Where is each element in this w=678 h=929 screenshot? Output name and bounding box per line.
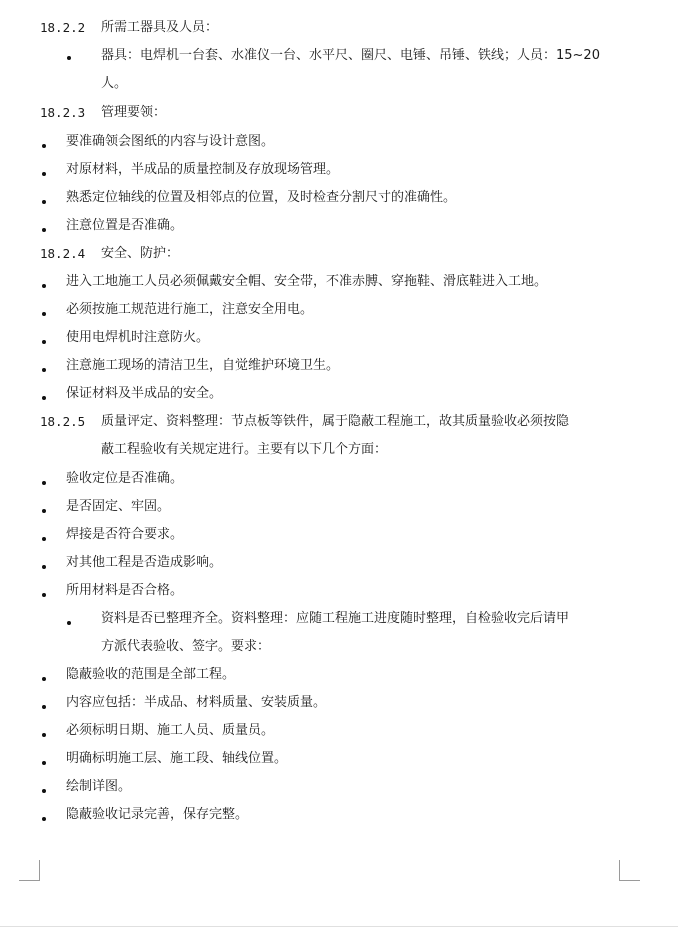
bullet-icon [42, 228, 46, 232]
bullet-icon [42, 368, 46, 372]
list-item: 对原材料，半成品的质量控制及存放现场管理。 [66, 162, 340, 177]
bullet-icon [42, 172, 46, 176]
bullet-icon [42, 284, 46, 288]
section-number: 18.2.5 [40, 414, 86, 429]
page-bottom-edge [0, 926, 678, 927]
bullet-icon [42, 481, 46, 485]
bullet-icon [42, 200, 46, 204]
section-title: 安全、防护： [101, 246, 180, 261]
list-item: 要准确领会图纸的内容与设计意图。 [66, 134, 275, 149]
section-number: 18.2.3 [40, 105, 86, 120]
list-item: 对其他工程是否造成影响。 [66, 555, 223, 570]
bullet-icon [42, 144, 46, 148]
list-item: 使用电焊机时注意防火。 [66, 330, 210, 345]
list-item: 资料是否已整理齐全。资料整理：应随工程施工进度随时整理，自检验收完后请甲 [101, 611, 570, 626]
page-corner-mark-right [619, 860, 640, 881]
bullet-icon [42, 509, 46, 513]
list-item: 明确标明施工层、施工段、轴线位置。 [66, 751, 288, 766]
bullet-icon [42, 677, 46, 681]
list-item: 验收定位是否准确。 [66, 471, 184, 486]
list-item: 焊接是否符合要求。 [66, 527, 184, 542]
list-item: 所用材料是否合格。 [66, 583, 184, 598]
bullet-icon [42, 733, 46, 737]
bullet-icon [42, 817, 46, 821]
bullet-icon [42, 312, 46, 316]
bullet-icon [42, 761, 46, 765]
list-item: 器具：电焊机一台套、水准仪一台、水平尺、圈尺、电锤、吊锤、铁线；人员：15~20 [101, 48, 600, 63]
list-item-continuation: 方派代表验收、签字。要求： [101, 639, 271, 654]
list-item: 必须按施工规范进行施工，注意安全用电。 [66, 302, 314, 317]
list-item: 熟悉定位轴线的位置及相邻点的位置，及时检查分割尺寸的准确性。 [66, 190, 457, 205]
list-item: 是否固定、牢固。 [66, 499, 171, 514]
list-item: 进入工地施工人员必须佩戴安全帽、安全带，不准赤膊、穿拖鞋、滑底鞋进入工地。 [66, 274, 548, 289]
section-title: 管理要领： [101, 105, 167, 120]
bullet-icon [42, 705, 46, 709]
section-title: 所需工器具及人员： [101, 20, 219, 35]
bullet-icon [42, 789, 46, 793]
list-item-continuation: 人。 [101, 76, 128, 91]
bullet-icon [67, 621, 71, 625]
list-item: 隐蔽验收记录完善，保存完整。 [66, 807, 249, 822]
list-item: 绘制详图。 [66, 779, 132, 794]
list-item: 隐蔽验收的范围是全部工程。 [66, 667, 236, 682]
list-item: 注意位置是否准确。 [66, 218, 184, 233]
list-item: 内容应包括：半成品、材料质量、安装质量。 [66, 695, 327, 710]
bullet-icon [67, 56, 71, 60]
bullet-icon [42, 537, 46, 541]
bullet-icon [42, 565, 46, 569]
bullet-icon [42, 593, 46, 597]
section-title: 质量评定、资料整理：节点板等铁件，属于隐蔽工程施工，故其质量验收必须按隐 [101, 414, 570, 429]
section-number: 18.2.4 [40, 246, 86, 261]
bullet-icon [42, 396, 46, 400]
section-number: 18.2.2 [40, 20, 86, 35]
list-item: 注意施工现场的清洁卫生，自觉维护环境卫生。 [66, 358, 340, 373]
list-item: 保证材料及半成品的安全。 [66, 386, 223, 401]
section-title-continuation: 蔽工程验收有关规定进行。主要有以下几个方面： [101, 442, 388, 457]
page-corner-mark-left [19, 860, 40, 881]
list-item: 必须标明日期、施工人员、质量员。 [66, 723, 275, 738]
bullet-icon [42, 340, 46, 344]
